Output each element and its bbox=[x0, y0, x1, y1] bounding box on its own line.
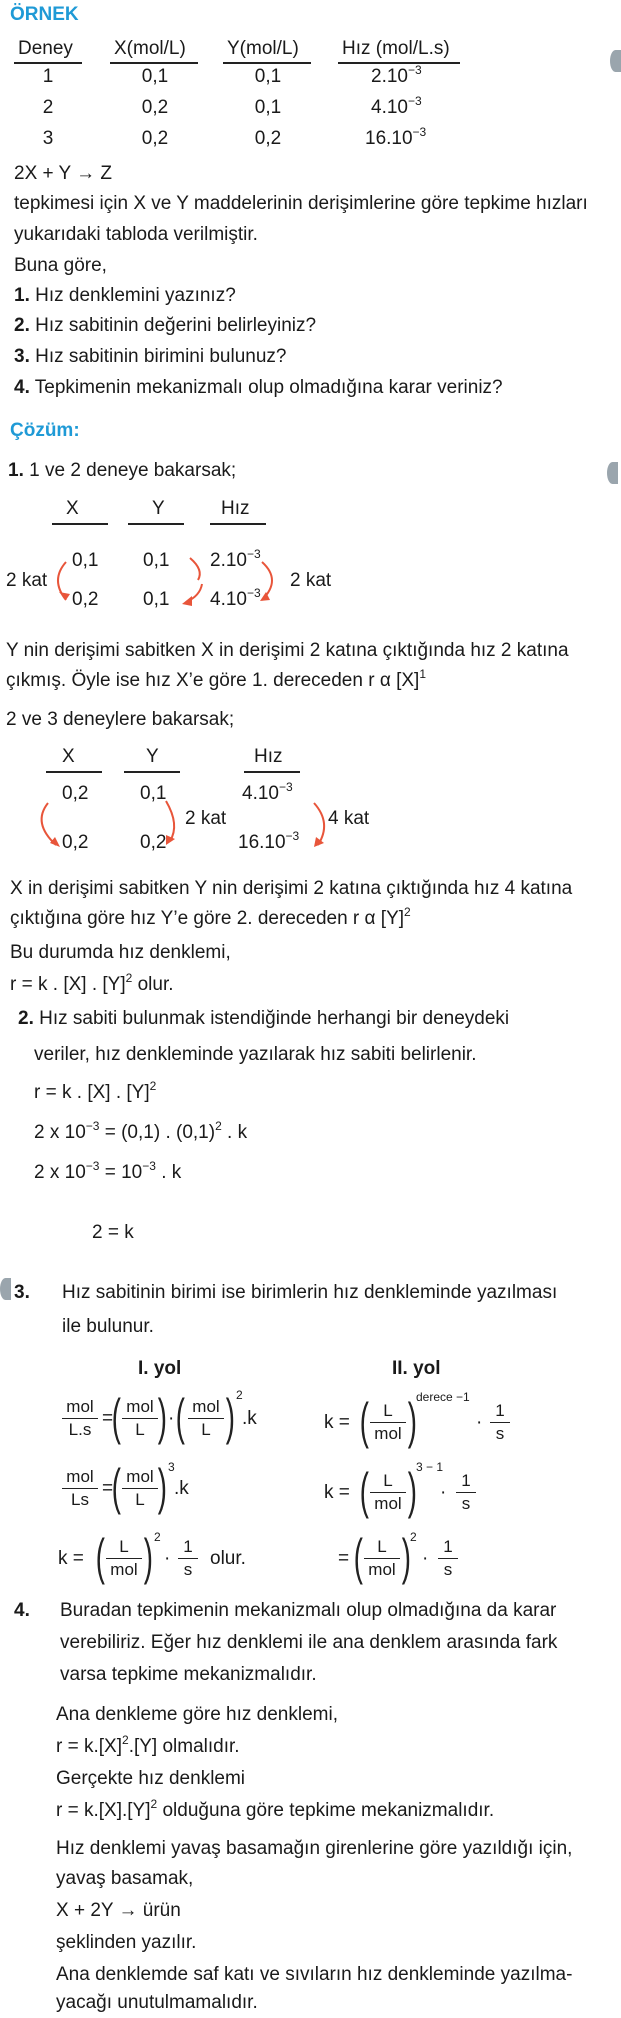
text: derece −1 bbox=[416, 1390, 470, 1404]
solution-step-1-intro bbox=[8, 460, 236, 482]
example-heading: ÖRNEK bbox=[10, 4, 79, 25]
explanation-text: Gerçekte hız denklemi bbox=[56, 1768, 246, 1789]
text: s bbox=[495, 1424, 505, 1444]
text: 3 − 1 bbox=[416, 1460, 444, 1474]
table-cell bbox=[365, 125, 427, 151]
text: −3 bbox=[412, 125, 427, 139]
explanation-text bbox=[6, 667, 427, 693]
explanation-text: Hız denklemi yavaş basamağın girenlerine göre yazıldığı için, bbox=[56, 1838, 573, 1859]
equation bbox=[34, 1119, 248, 1145]
text: −3 bbox=[85, 1119, 100, 1133]
text: · bbox=[168, 1408, 175, 1429]
solution-step-1b-intro: 2 ve 3 deneylere bakarsak; bbox=[6, 709, 235, 730]
text: Tepkimenin mekanizmalı olup olmadığına karar veriniz? bbox=[29, 377, 503, 398]
page-edge-marker bbox=[607, 462, 618, 484]
text: 1 ve 2 deneye bakarsak; bbox=[23, 460, 237, 481]
factor-label-left: 2 kat bbox=[6, 570, 48, 591]
page-edge-marker bbox=[0, 1278, 11, 1300]
explanation-text: verebiliriz. Eğer hız denklemi ile ana denklem arasında fark bbox=[60, 1632, 558, 1653]
text: k = bbox=[324, 1482, 350, 1503]
text: 1 bbox=[443, 1537, 453, 1556]
explanation-text bbox=[10, 905, 411, 931]
table-header-y: Y(mol/L) bbox=[227, 38, 299, 59]
arrows-diagram-1 bbox=[0, 540, 300, 620]
text: mol bbox=[110, 1560, 138, 1580]
fraction bbox=[188, 1397, 224, 1440]
text: L bbox=[383, 1471, 393, 1490]
text: r = k.[X] bbox=[56, 1736, 122, 1757]
cell: 0,2 bbox=[62, 832, 89, 853]
text: L bbox=[119, 1537, 129, 1556]
text: çıkmış. Öyle ise hız X’e göre 1. dereceden r α [X] bbox=[6, 670, 420, 691]
text: 1 bbox=[495, 1401, 505, 1420]
fraction bbox=[62, 1397, 98, 1440]
text: 2 bbox=[236, 1388, 243, 1402]
table-cell: 1 bbox=[42, 66, 54, 87]
text: 3. bbox=[14, 346, 30, 367]
question-4 bbox=[14, 377, 503, 399]
solution-step-3-num: 3. bbox=[14, 1282, 30, 1303]
text: 4.10 bbox=[210, 589, 247, 610]
text: 2. bbox=[18, 1008, 34, 1029]
text: . k bbox=[221, 1122, 248, 1143]
fraction bbox=[122, 1397, 158, 1440]
cell: 0,2 bbox=[72, 589, 99, 610]
text: mol bbox=[374, 1424, 402, 1444]
explanation-text: Ana denkleme göre hız denklemi, bbox=[56, 1704, 338, 1725]
table-cell: 0,1 bbox=[254, 97, 282, 118]
mini-table-header-x: X bbox=[66, 498, 79, 519]
table-cell: 0,1 bbox=[254, 66, 282, 87]
equation bbox=[34, 1159, 182, 1185]
text: mol bbox=[368, 1560, 396, 1580]
text: mol bbox=[66, 1397, 94, 1416]
equation bbox=[56, 1733, 240, 1759]
factor-label-right: 2 kat bbox=[290, 570, 332, 591]
fraction bbox=[122, 1467, 158, 1510]
explanation-text: veriler, hız denkleminde yazılarak hız sabiti belirlenir. bbox=[34, 1044, 477, 1065]
fraction bbox=[456, 1471, 476, 1514]
text: −3 bbox=[278, 780, 293, 794]
text: mol bbox=[192, 1397, 220, 1416]
factor-label-mid: 2 kat bbox=[185, 808, 227, 829]
text: .k bbox=[174, 1478, 189, 1499]
text: L bbox=[201, 1420, 211, 1440]
table-cell: 0,1 bbox=[141, 66, 169, 87]
fraction bbox=[490, 1401, 510, 1444]
question-3 bbox=[14, 346, 286, 368]
text: −3 bbox=[407, 94, 422, 108]
text: çıktığına göre hız Y’e göre 2. dereceden r α [Y] bbox=[10, 908, 405, 929]
example-text: yukarıdaki tabloda verilmiştir. bbox=[14, 224, 258, 245]
table-cell bbox=[371, 63, 422, 89]
text: −3 bbox=[246, 547, 261, 561]
text: 1 bbox=[461, 1471, 471, 1490]
equation bbox=[34, 1079, 157, 1105]
text: 2.10 bbox=[210, 550, 247, 571]
cell: 0,2 bbox=[62, 783, 89, 804]
explanation-text: yacağı unutulmamalıdır. bbox=[56, 1992, 258, 2013]
text: r = k . [X] . [Y] bbox=[10, 974, 126, 995]
mini-table-header-rate: Hız bbox=[254, 746, 283, 767]
table-cell: 0,2 bbox=[141, 128, 169, 149]
text: k = bbox=[324, 1412, 350, 1433]
text: = bbox=[102, 1408, 114, 1429]
arrows-diagram-2 bbox=[0, 775, 340, 865]
text: 2 bbox=[125, 971, 133, 985]
equation bbox=[56, 1797, 495, 1823]
text: Hız denklemini yazınız? bbox=[29, 285, 236, 306]
fraction bbox=[370, 1471, 406, 1514]
text: 4. bbox=[14, 377, 30, 398]
fraction bbox=[438, 1537, 458, 1580]
text: 2 bbox=[150, 1797, 158, 1811]
text: 2 bbox=[149, 1079, 157, 1093]
rate-equation bbox=[10, 971, 174, 997]
text: olur. bbox=[210, 1548, 246, 1569]
text: 2 bbox=[215, 1119, 222, 1133]
text: .[Y] olmalıdır. bbox=[128, 1736, 240, 1757]
example-text: tepkimesi için X ve Y maddelerinin derişimlerine göre tepkime hızları bbox=[14, 193, 588, 214]
text: 2. bbox=[14, 315, 30, 336]
text: r = k . [X] . [Y] bbox=[34, 1082, 150, 1103]
equation: X + 2Y → ürün bbox=[56, 1900, 181, 1921]
text: = 10 bbox=[99, 1162, 143, 1183]
explanation-text: Buradan tepkimenin mekanizmalı olup olmadığına da karar bbox=[60, 1600, 557, 1621]
mini-table-header-y: Y bbox=[146, 746, 159, 767]
text: −3 bbox=[407, 63, 422, 77]
text: Hız sabitinin birimini bulunuz? bbox=[29, 346, 287, 367]
method-1-title: I. yol bbox=[138, 1358, 182, 1379]
text: 2 x 10 bbox=[34, 1122, 86, 1143]
text: · bbox=[164, 1548, 171, 1569]
text: 1. bbox=[14, 285, 30, 306]
solution-step-2 bbox=[18, 1008, 509, 1030]
text: mol bbox=[126, 1397, 154, 1416]
fraction bbox=[370, 1401, 406, 1444]
table-header-deney: Deney bbox=[18, 38, 73, 59]
explanation-text: Hız sabitinin birimi ise birimlerin hız denkleminde yazılması bbox=[62, 1282, 558, 1303]
page-edge-marker bbox=[610, 50, 621, 72]
text: L bbox=[135, 1420, 145, 1440]
table-cell: 3 bbox=[42, 128, 54, 149]
table-cell bbox=[371, 94, 422, 120]
text: 16.10 bbox=[365, 128, 413, 149]
text: · bbox=[440, 1482, 447, 1503]
cell: 0,1 bbox=[72, 550, 99, 571]
cell: 0,1 bbox=[140, 783, 167, 804]
text: . k bbox=[155, 1162, 182, 1183]
text: s bbox=[183, 1560, 193, 1580]
text: · bbox=[422, 1548, 429, 1569]
text: = (0,1) . (0,1) bbox=[99, 1122, 216, 1143]
explanation-text: yavaş basamak, bbox=[56, 1868, 194, 1889]
text: s bbox=[461, 1494, 471, 1514]
text: mol bbox=[374, 1494, 402, 1514]
factor-label-right: 4 kat bbox=[328, 808, 370, 829]
text: −3 bbox=[246, 586, 261, 600]
text: = bbox=[102, 1478, 114, 1499]
text: mol bbox=[126, 1467, 154, 1486]
fraction bbox=[62, 1467, 98, 1510]
cell: 0,2 bbox=[140, 832, 167, 853]
text: Hız sabitinin değerini belirleyiniz? bbox=[29, 315, 317, 336]
mini-table-header-rate: Hız bbox=[221, 498, 250, 519]
text: = bbox=[338, 1548, 350, 1569]
table-header-x: X(mol/L) bbox=[114, 38, 186, 59]
text: Hız sabiti bulunmak istendiğinde herhangi bir deneydeki bbox=[33, 1008, 510, 1029]
text: 3 bbox=[168, 1460, 175, 1474]
table-cell: 0,2 bbox=[254, 128, 282, 149]
explanation-text: Y nin derişimi sabitken X in derişimi 2 katına çıktığında hız 2 katına bbox=[6, 640, 569, 661]
text: mol bbox=[66, 1467, 94, 1486]
explanation-text: X in derişimi sabitken Y nin derişimi 2 katına çıktığında hız 4 katına bbox=[10, 878, 573, 899]
text: 16.10 bbox=[238, 832, 286, 853]
text: k = bbox=[58, 1548, 84, 1569]
text: −3 bbox=[285, 829, 300, 843]
text: 4.10 bbox=[242, 783, 279, 804]
example-text: Buna göre, bbox=[14, 255, 107, 276]
explanation-text: varsa tepkime mekanizmalıdır. bbox=[60, 1664, 317, 1685]
question-1 bbox=[14, 285, 236, 307]
text: 2 bbox=[122, 1733, 129, 1747]
explanation-text: Ana denklemde saf katı ve sıvıların hız denkleminde yazılma- bbox=[56, 1964, 573, 1985]
text: .k bbox=[242, 1408, 257, 1429]
table-cell: 0,2 bbox=[141, 97, 169, 118]
table-cell: 2 bbox=[42, 97, 54, 118]
explanation-text: Bu durumda hız denklemi, bbox=[10, 942, 231, 963]
text: 2 bbox=[410, 1530, 417, 1544]
text: L bbox=[135, 1490, 145, 1510]
reaction-equation: 2X + Y → Z bbox=[14, 163, 113, 184]
text: olur. bbox=[132, 974, 174, 995]
fraction bbox=[106, 1537, 142, 1580]
text: · bbox=[476, 1412, 483, 1433]
fraction bbox=[364, 1537, 400, 1580]
fraction bbox=[178, 1537, 198, 1580]
text: −3 bbox=[142, 1159, 156, 1173]
question-2 bbox=[14, 315, 316, 337]
explanation-text: şeklinden yazılır. bbox=[56, 1932, 197, 1953]
text: L bbox=[377, 1537, 387, 1556]
text: 2.10 bbox=[371, 66, 408, 87]
text: 1 bbox=[183, 1537, 193, 1556]
explanation-text: ile bulunur. bbox=[62, 1316, 154, 1337]
text: olduğuna göre tepkime mekanizmalıdır. bbox=[157, 1800, 495, 1821]
text: L.s bbox=[68, 1420, 92, 1440]
table-header-rate: Hız (mol/L.s) bbox=[342, 38, 450, 59]
text: 2 bbox=[154, 1530, 161, 1544]
mini-table-header-y: Y bbox=[152, 498, 165, 519]
solution-heading: Çözüm: bbox=[10, 420, 80, 441]
text: 4.10 bbox=[371, 97, 408, 118]
text: 1 bbox=[419, 667, 427, 681]
text: 2 bbox=[404, 905, 411, 919]
mini-table-header-x: X bbox=[62, 746, 75, 767]
text: 2 x 10 bbox=[34, 1162, 86, 1183]
text: Ls bbox=[71, 1490, 89, 1510]
text: L bbox=[383, 1401, 393, 1420]
text: s bbox=[443, 1560, 453, 1580]
equation: 2 = k bbox=[92, 1222, 134, 1243]
text: r = k.[X].[Y] bbox=[56, 1800, 151, 1821]
text: −3 bbox=[85, 1159, 100, 1173]
method-2-title: II. yol bbox=[392, 1358, 441, 1379]
solution-step-4-num: 4. bbox=[14, 1600, 30, 1621]
text: 1. bbox=[8, 460, 24, 481]
cell: 0,1 bbox=[143, 589, 170, 610]
cell: 0,1 bbox=[143, 550, 170, 571]
